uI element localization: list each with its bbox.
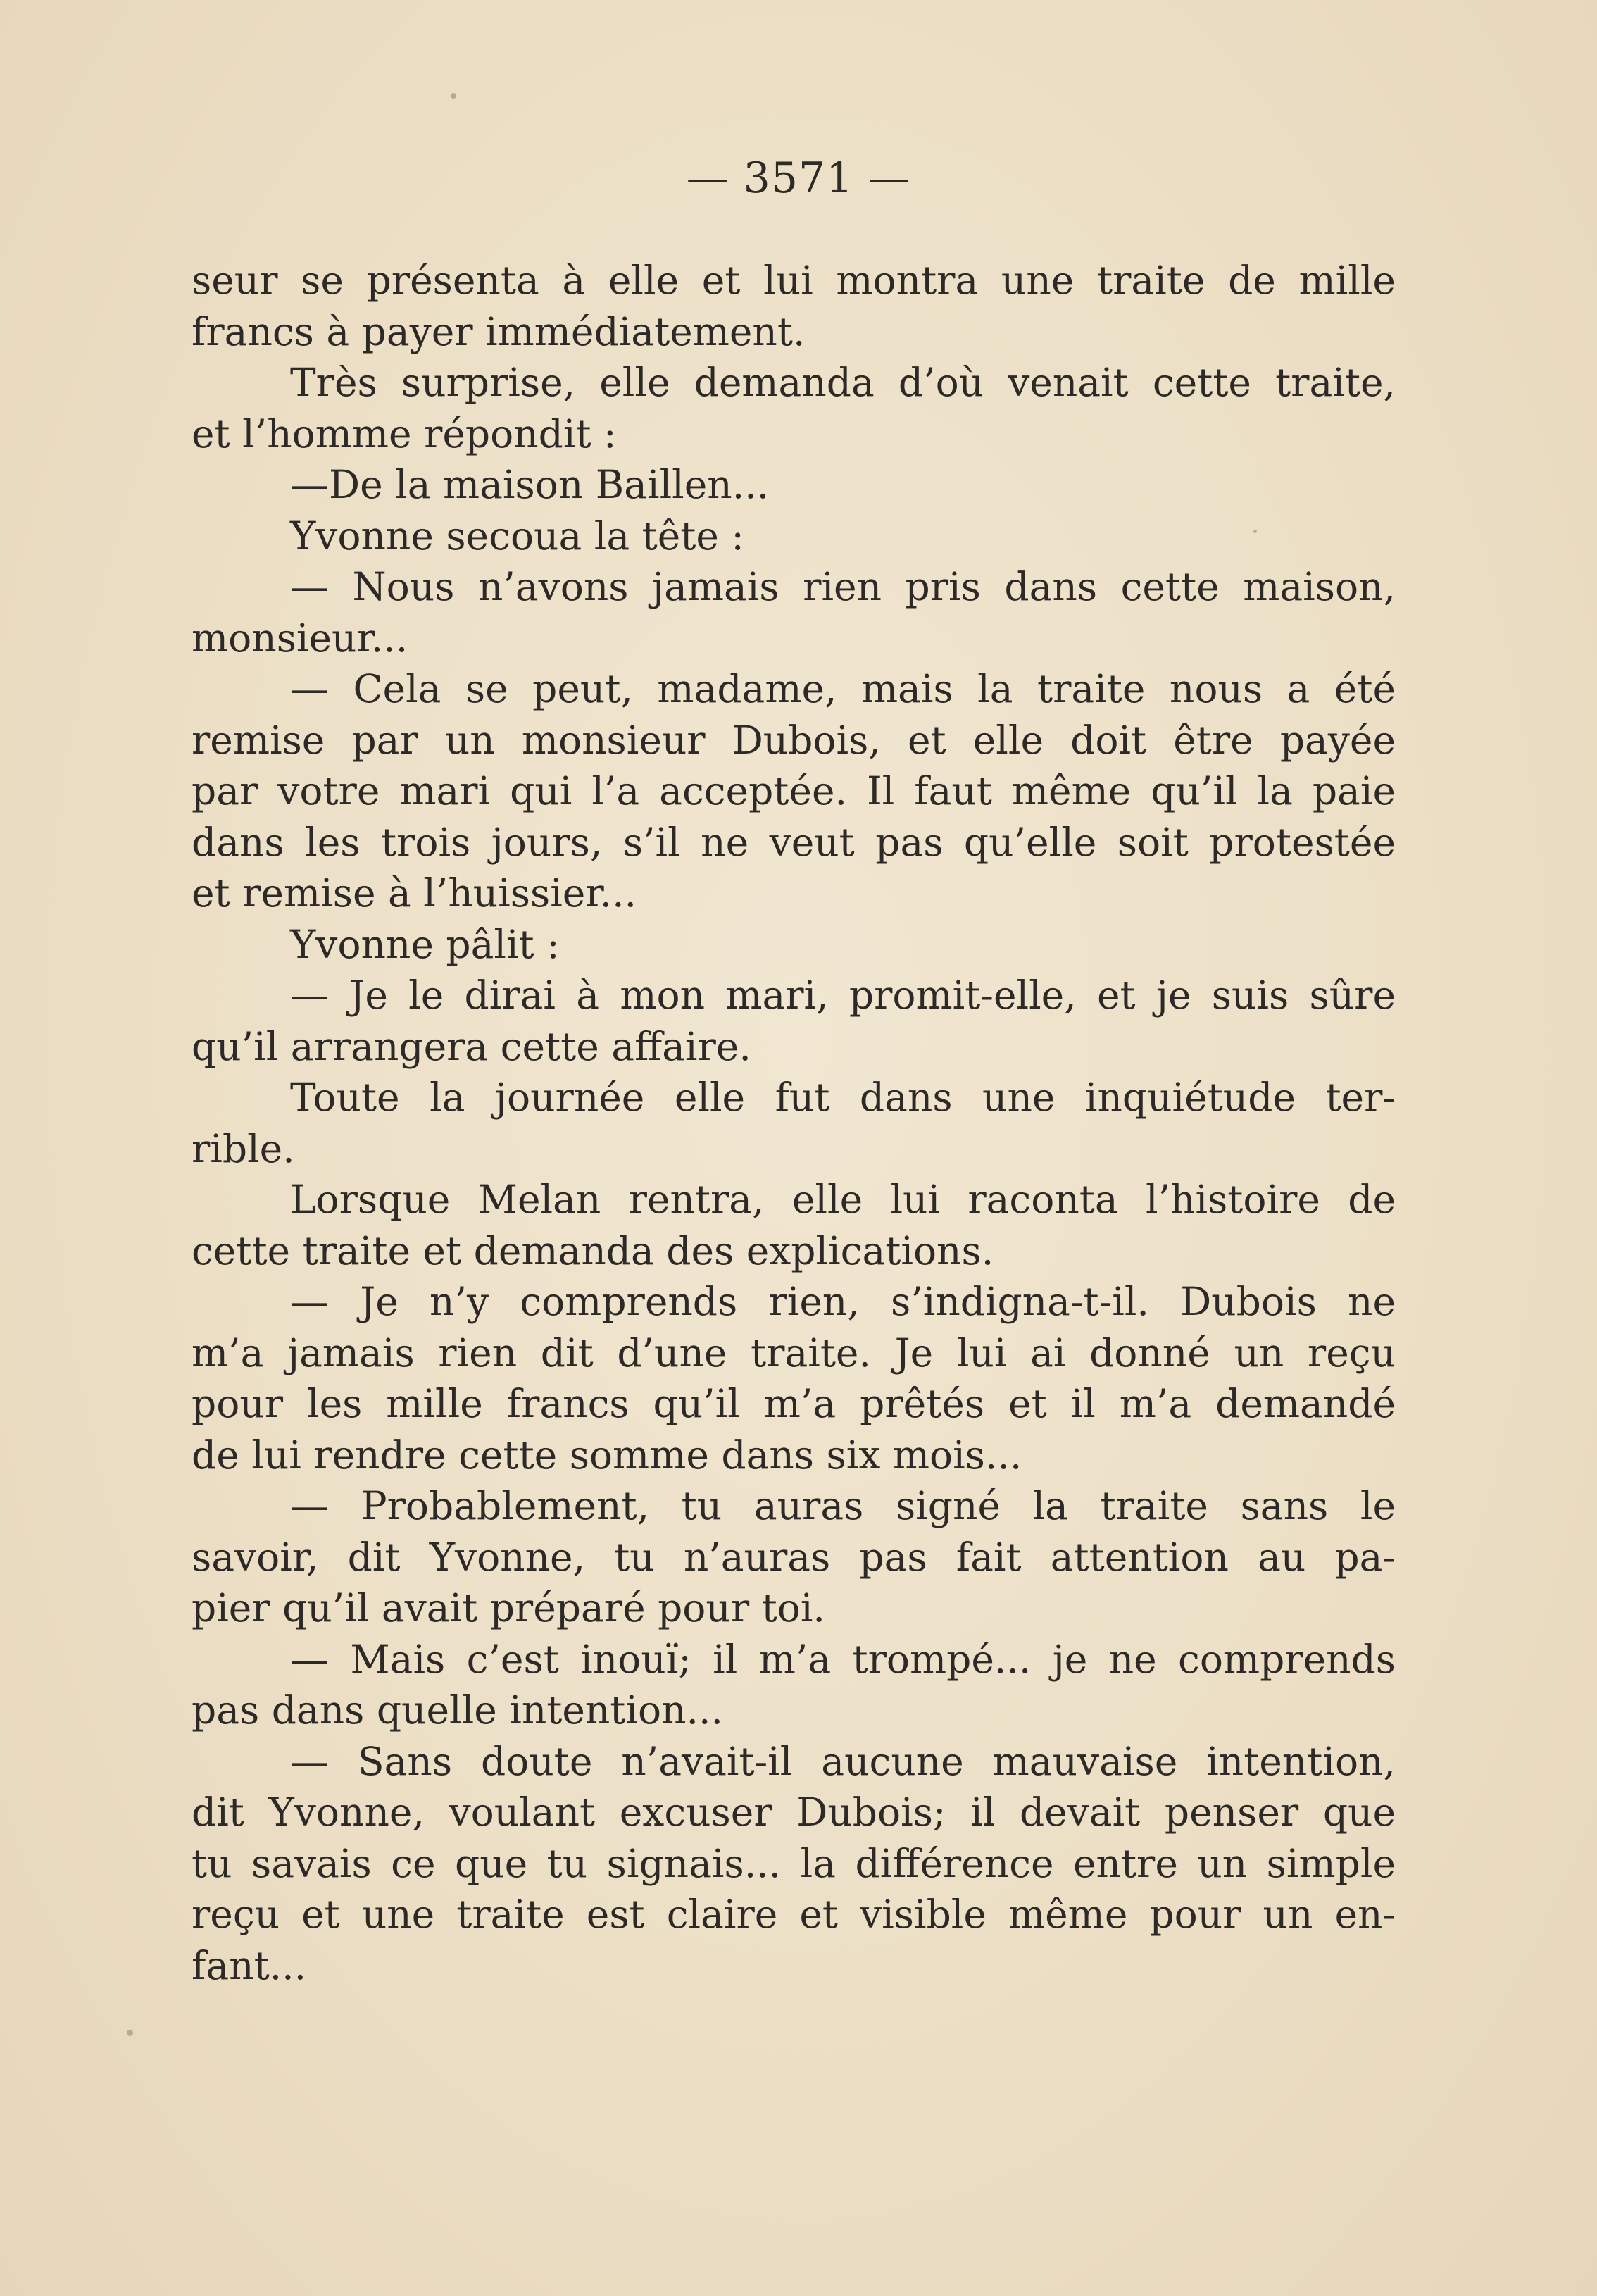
text-line: — Sans doute n’avait-il aucune mauvaise intention,	[290, 1738, 1396, 1784]
paper-speck	[451, 93, 456, 99]
text-line: tu savais ce que tu signais... la différence entre un simple	[192, 1840, 1396, 1886]
page-number: — 3571 —	[686, 154, 911, 203]
text-line: Lorsque Melan rentra, elle lui raconta l’histoire de	[290, 1177, 1396, 1222]
paper-speck	[127, 2030, 133, 2036]
text-line: rible.	[192, 1125, 295, 1171]
text-line: de lui rendre cette somme dans six mois...	[192, 1432, 1022, 1478]
text-line: pas dans quelle intention...	[192, 1687, 723, 1733]
text-line: Très surprise, elle demanda d’où venait cette traite,	[290, 360, 1396, 405]
text-line: — Nous n’avons jamais rien pris dans cette maison,	[290, 564, 1396, 609]
text-line: Yvonne secoua la tête :	[290, 513, 744, 559]
text-line: Toute la journée elle fut dans une inquiétude ter-	[290, 1075, 1396, 1120]
text-line: — Cela se peut, madame, mais la traite nous a été	[290, 666, 1396, 711]
text-line: par votre mari qui l’a acceptée. Il faut même qu’il la paie	[192, 768, 1396, 813]
text-line: Yvonne pâlit :	[290, 921, 560, 967]
text-line: cette traite et demanda des explications.	[192, 1228, 994, 1273]
text-line: et remise à l’huissier...	[192, 871, 637, 916]
text-line: fant...	[192, 1942, 307, 1988]
text-line: — Je n’y comprends rien, s’indigna-t-il. Dubois ne	[290, 1279, 1396, 1324]
text-line: dit Yvonne, voulant excuser Dubois; il devait penser que	[192, 1790, 1396, 1835]
text-line: m’a jamais rien dit d’une traite. Je lui ai donné un reçu	[192, 1330, 1396, 1375]
text-line: — Mais c’est inouï; il m’a trompé... je ne comprends	[290, 1636, 1396, 1682]
text-line: francs à payer immédiatement.	[192, 308, 806, 354]
text-line: — Je le dirai à mon mari, promit-elle, et je suis sûre	[290, 973, 1396, 1018]
text-line: pier qu’il avait préparé pour toi.	[192, 1585, 825, 1630]
text-line: remise par un monsieur Dubois, et elle doit être payée	[192, 717, 1396, 763]
text-line: qu’il arrangera cette affaire.	[192, 1023, 751, 1069]
text-line: monsieur...	[192, 615, 408, 661]
text-line: savoir, dit Yvonne, tu n’auras pas fait attention au pa-	[192, 1534, 1396, 1580]
text-line: et l’homme répondit :	[192, 411, 617, 456]
body-text	[192, 255, 1396, 1991]
text-line: —De la maison Baillen...	[290, 462, 770, 507]
text-line: pour les mille francs qu’il m’a prêtés et il m’a demandé	[192, 1381, 1396, 1426]
text-line: seur se présenta à elle et lui montra une traite de mille	[192, 258, 1396, 303]
text-line: dans les trois jours, s’il ne veut pas qu’elle soit protestée	[192, 819, 1396, 865]
text-line: — Probablement, tu auras signé la traite sans le	[290, 1483, 1396, 1528]
text-line: reçu et une traite est claire et visible même pour un en-	[192, 1892, 1396, 1937]
